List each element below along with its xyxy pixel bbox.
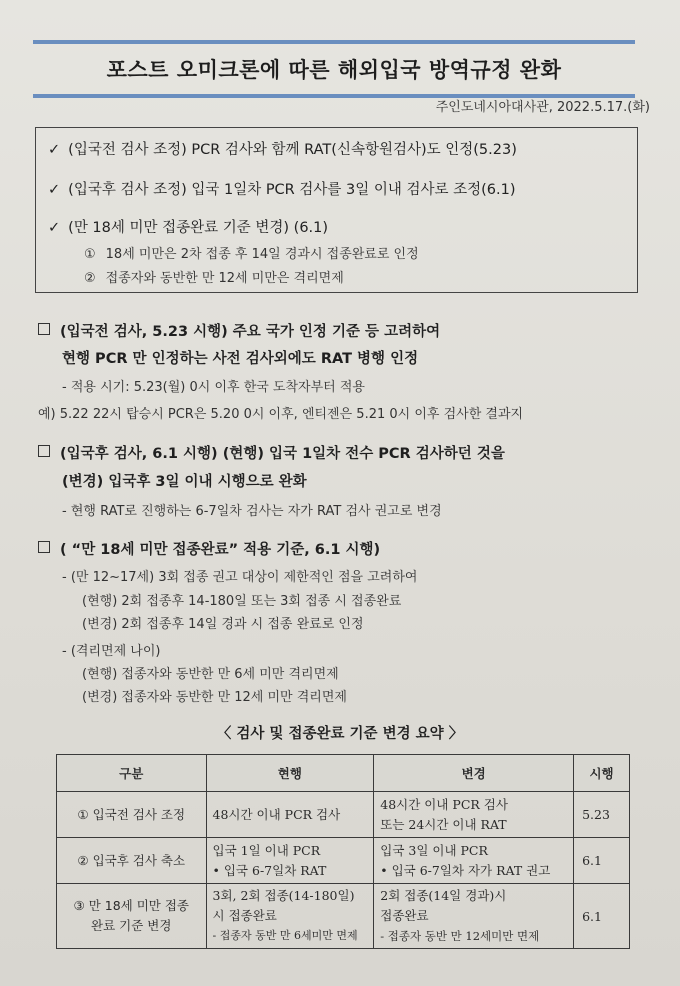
section-line: (현행) 2회 접종후 14-180일 또는 3회 접종 시 접종완료 [82,594,402,609]
section-example: 예) 5.22 22시 탑승시 PCR은 5.20 0시 이후, 엔티젠은 5.21 0시 이후 검사한 결과지 [38,407,524,422]
summary-subitem: ① 18세 미만은 2차 접종 후 14일 경과시 접종완료로 인정 [84,247,419,262]
summary-item: ✓ (만 18세 미만 접종완료 기준 변경) (6.1) [48,220,329,236]
date-cell: 6.1 [574,884,630,949]
checkbox-bullet-icon [38,445,50,457]
circled-number: ① [84,247,96,262]
document-title: 포스트 오미크론에 따른 해외입국 방역규정 완화 [106,58,562,82]
summary-item: ✓ (입국후 검사 조정) 입국 1일차 PCR 검사를 3일 이내 검사로 조정(6.1) [48,182,516,198]
category-cell: ③ 만 18세 미만 접종 완료 기준 변경 [57,884,207,949]
column-header: 변경 [374,755,574,792]
category-cell: ① 입국전 검사 조정 [57,792,207,838]
current-cell: 3회, 2회 접종(14-180일) 시 접종완료 - 접종자 동반 만 6세미만 면제 [206,884,374,949]
table-title: 〈 검사 및 접종완료 기준 변경 요약 〉 [216,726,464,742]
table-row [57,792,630,838]
section-line: - (격리면제 나이) [62,644,161,659]
section-heading: ( “만 18세 미만 접종완료” 적용 기준, 6.1 시행) [38,538,380,559]
summary-box [35,127,638,293]
section-line: - (만 12~17세) 3회 접종 권고 대상이 제한적인 점을 고려하여 [62,570,418,585]
section-line: - 적용 시기: 5.23(월) 0시 이후 한국 도착자부터 적용 [62,380,365,395]
changed-cell: 48시간 이내 PCR 검사 또는 24시간 이내 RAT [374,792,574,838]
table-row [57,838,630,884]
section-heading-cont: (변경) 입국후 3일 이내 시행으로 완화 [62,474,307,490]
section-heading: (입국후 검사, 6.1 시행) (현행) 입국 1일차 전수 PCR 검사하던 것을 [38,442,505,463]
table-row [57,884,630,949]
current-cell: 입국 1일 이내 PCR • 입국 6-7일차 RAT [206,838,374,884]
summary-item: ✓ (입국전 검사 조정) PCR 검사와 함께 RAT(신속항원검사)도 인정(5.23) [48,142,517,158]
section-line: (변경) 2회 접종후 14일 경과 시 접종 완료로 인정 [82,617,364,632]
category-cell: ② 입국후 검사 축소 [57,838,207,884]
check-icon: ✓ [48,220,61,236]
changed-cell: 2회 접종(14일 경과)시 접종완료 - 접종자 동반 만 12세미만 면제 [374,884,574,949]
table-header-row [57,755,630,792]
current-cell: 48시간 이내 PCR 검사 [206,792,374,838]
circled-number: ② [84,271,96,286]
section-heading-cont: 현행 PCR 만 인정하는 사전 검사외에도 RAT 병행 인정 [62,351,419,367]
date-cell: 5.23 [574,792,630,838]
changed-cell: 입국 3일 이내 PCR • 입국 6-7일차 자가 RAT 권고 [374,838,574,884]
summary-table [56,754,630,949]
check-icon: ✓ [48,182,61,198]
section-heading: (입국전 검사, 5.23 시행) 주요 국가 인정 기준 등 고려하여 [38,320,440,341]
checkbox-bullet-icon [38,541,50,553]
date-cell: 6.1 [574,838,630,884]
check-icon: ✓ [48,142,61,158]
issuer-date: 주인도네시아대사관, 2022.5.17.(화) [435,100,650,115]
column-header: 현행 [206,755,374,792]
summary-subitem: ② 접종자와 동반한 만 12세 미만은 격리면제 [84,271,344,286]
section-line: (현행) 접종자와 동반한 만 6세 미만 격리면제 [82,667,339,682]
section-line: - 현행 RAT로 진행하는 6-7일차 검사는 자가 RAT 검사 권고로 변경 [62,504,442,519]
checkbox-bullet-icon [38,323,50,335]
section-line: (변경) 접종자와 동반한 만 12세 미만 격리면제 [82,690,347,705]
column-header: 시행 [574,755,630,792]
title-banner [33,40,635,98]
column-header: 구분 [57,755,207,792]
